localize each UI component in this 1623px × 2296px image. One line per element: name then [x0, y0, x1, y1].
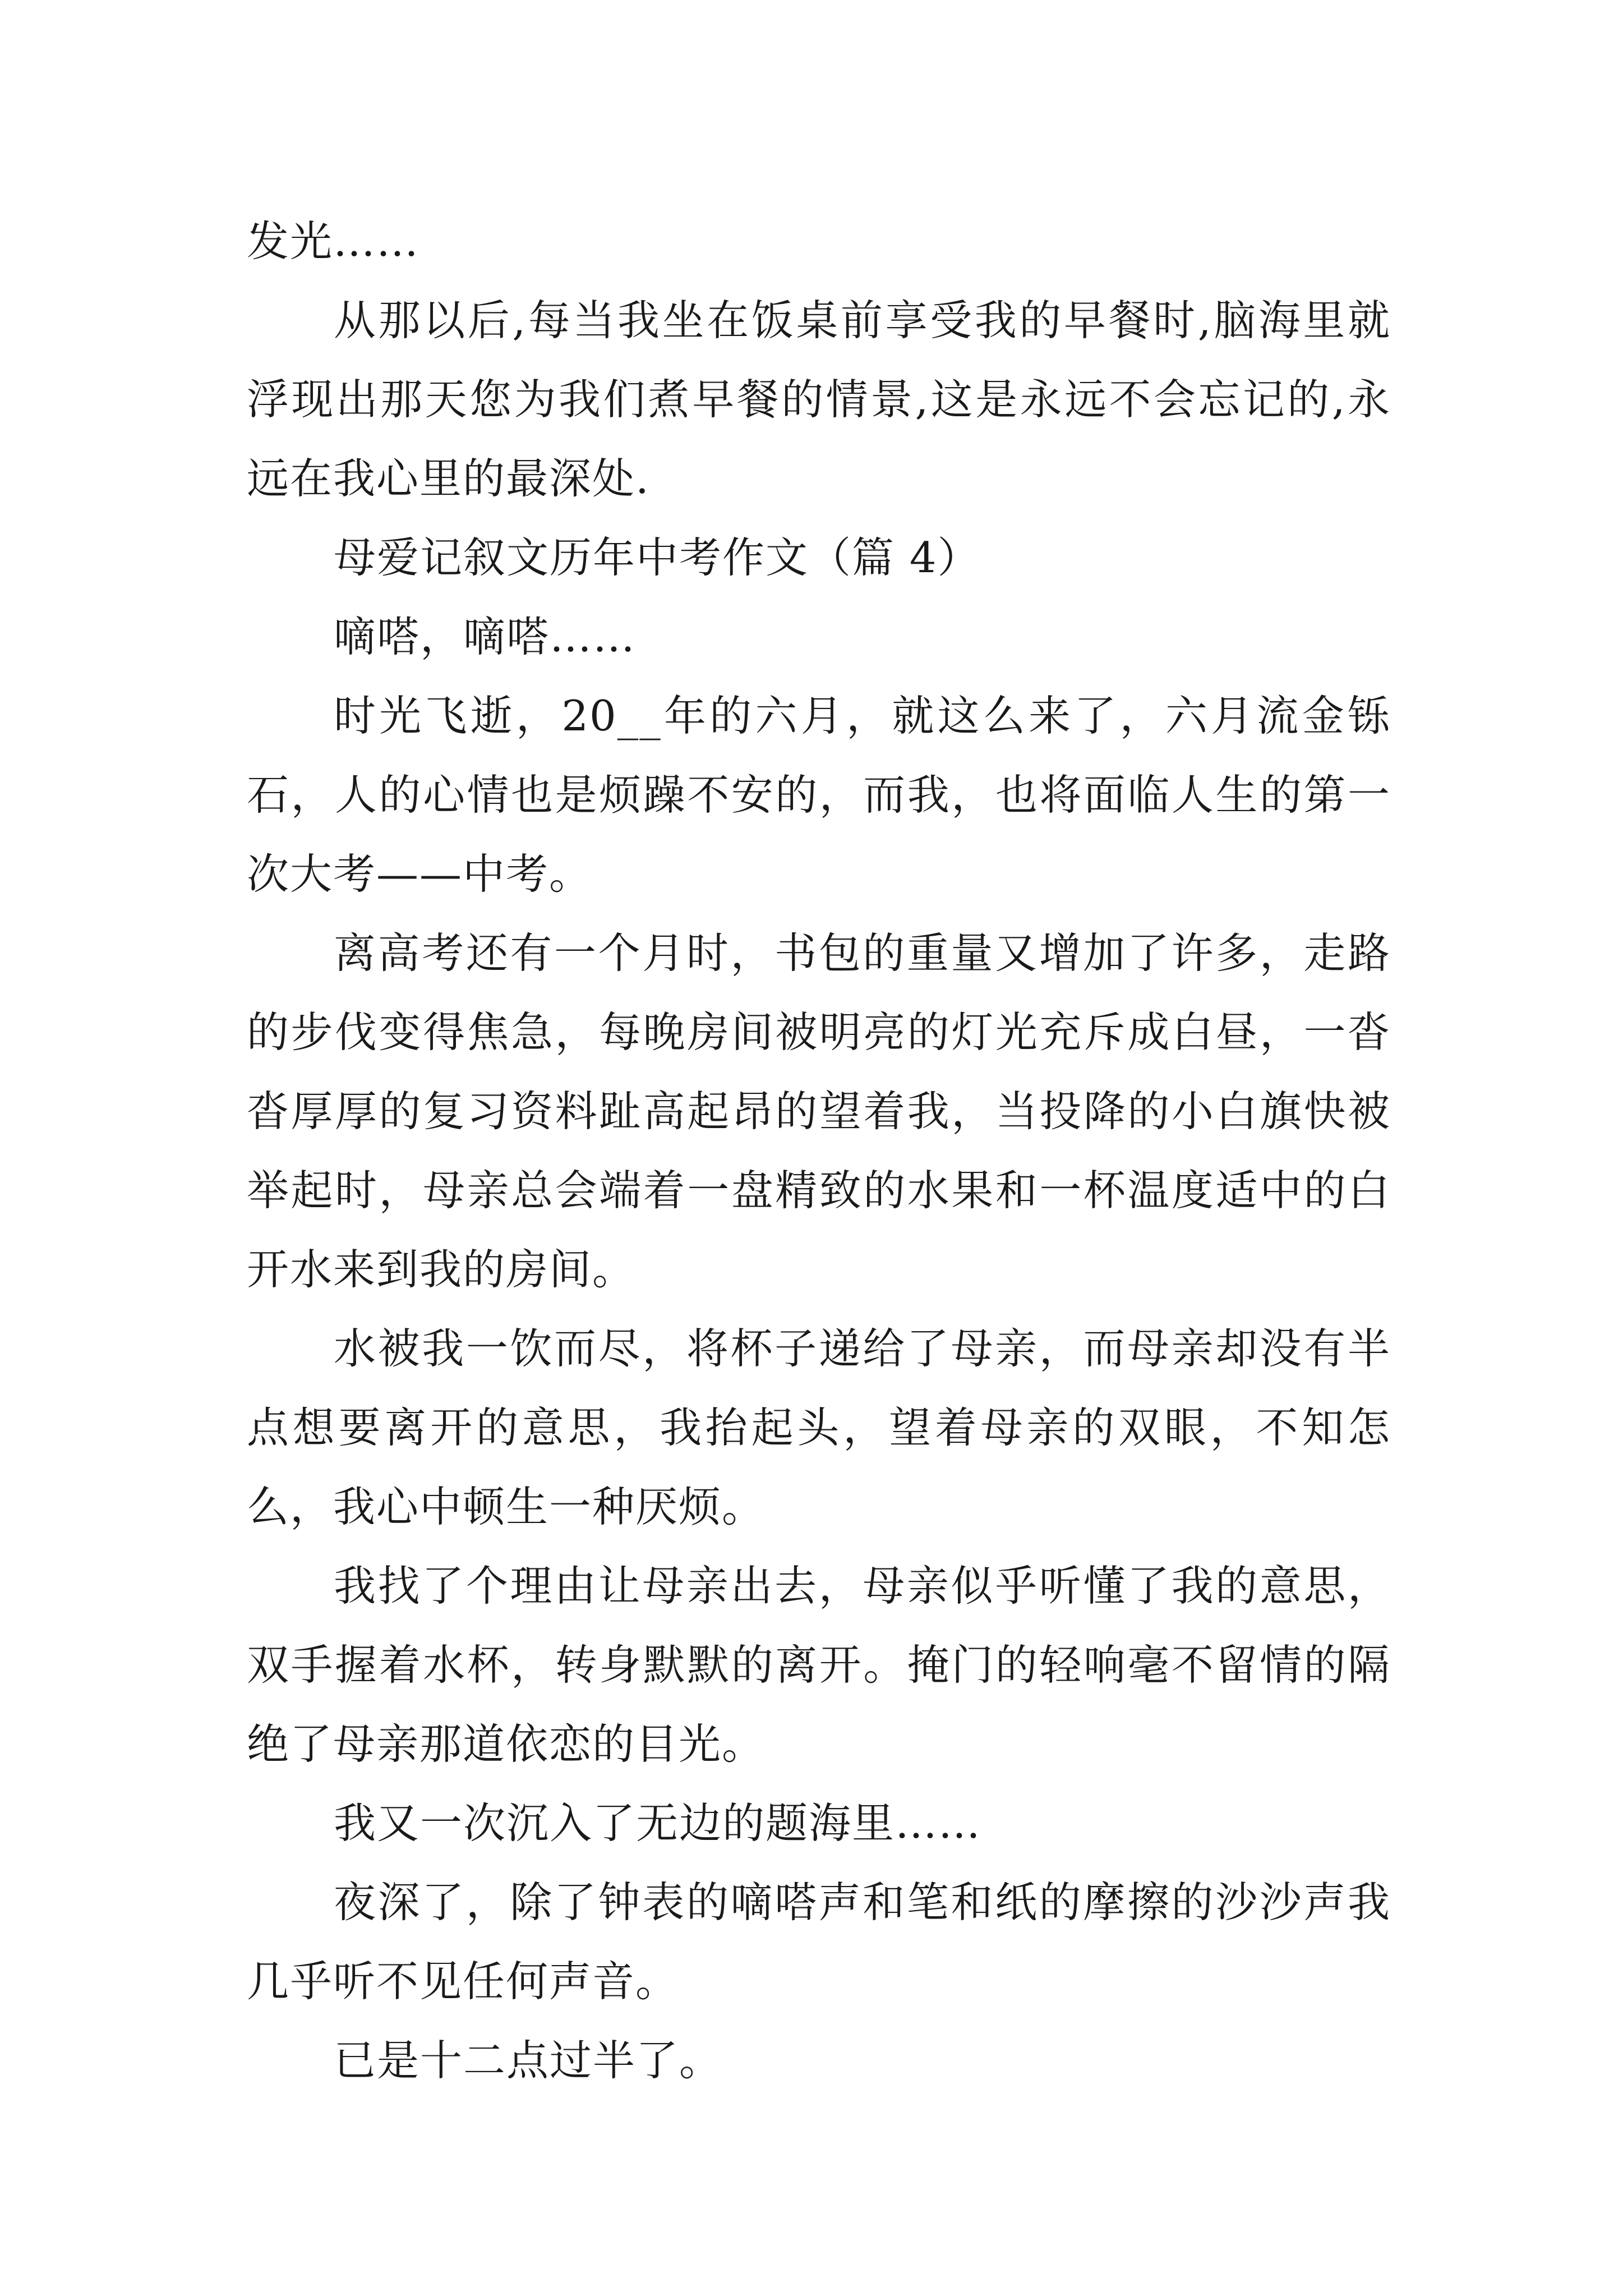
- paragraph: 夜深了，除了钟表的嘀嗒声和笔和纸的摩擦的沙沙声我几乎听不见任何声音。: [247, 1878, 1391, 2006]
- paragraph: 离高考还有一个月时，书包的重量又增加了许多，走路的步伐变得焦急，每晚房间被明亮的灯光充斥成白昼，一沓沓厚厚的复习资料趾高起昂的望着我，当投降的小白旗快被举起时，母亲总会端着一盘精致的水果和一杯温度适中的白开水来到我的房间。: [247, 928, 1391, 1294]
- paragraph: 已是十二点过半了。: [334, 2036, 723, 2085]
- paragraph: 水被我一饮而尽，将杯子递给了母亲，而母亲却没有半点想要离开的意思，我抬起头，望着母亲的双眼，不知怎么，我心中顿生一种厌烦。: [247, 1324, 1391, 1531]
- paragraph: 发光……: [247, 217, 420, 266]
- paragraph: 我又一次沉入了无边的题海里……: [334, 1798, 982, 1848]
- paragraph: 从那以后,每当我坐在饭桌前享受我的早餐时,脑海里就浮现出那天您为我们煮早餐的情景,这是永远不会忘记的,永远在我心里的最深处.: [247, 296, 1391, 503]
- section-heading: 母爱记叙文历年中考作文（篇 4）: [334, 533, 981, 582]
- document-page: [247, 202, 1391, 2100]
- paragraph: 嘀嗒，嘀嗒……: [334, 612, 637, 661]
- paragraph: 我找了个理由让母亲出去，母亲似乎听懂了我的意思，双手握着水杯，转身默默的离开。掩门的轻响毫不留情的隔绝了母亲那道依恋的目光。: [247, 1561, 1391, 1769]
- paragraph: 时光飞逝，20__年的六月，就这么来了，六月流金铄石，人的心情也是烦躁不安的，而我，也将面临人生的第一次大考——中考。: [247, 691, 1391, 899]
